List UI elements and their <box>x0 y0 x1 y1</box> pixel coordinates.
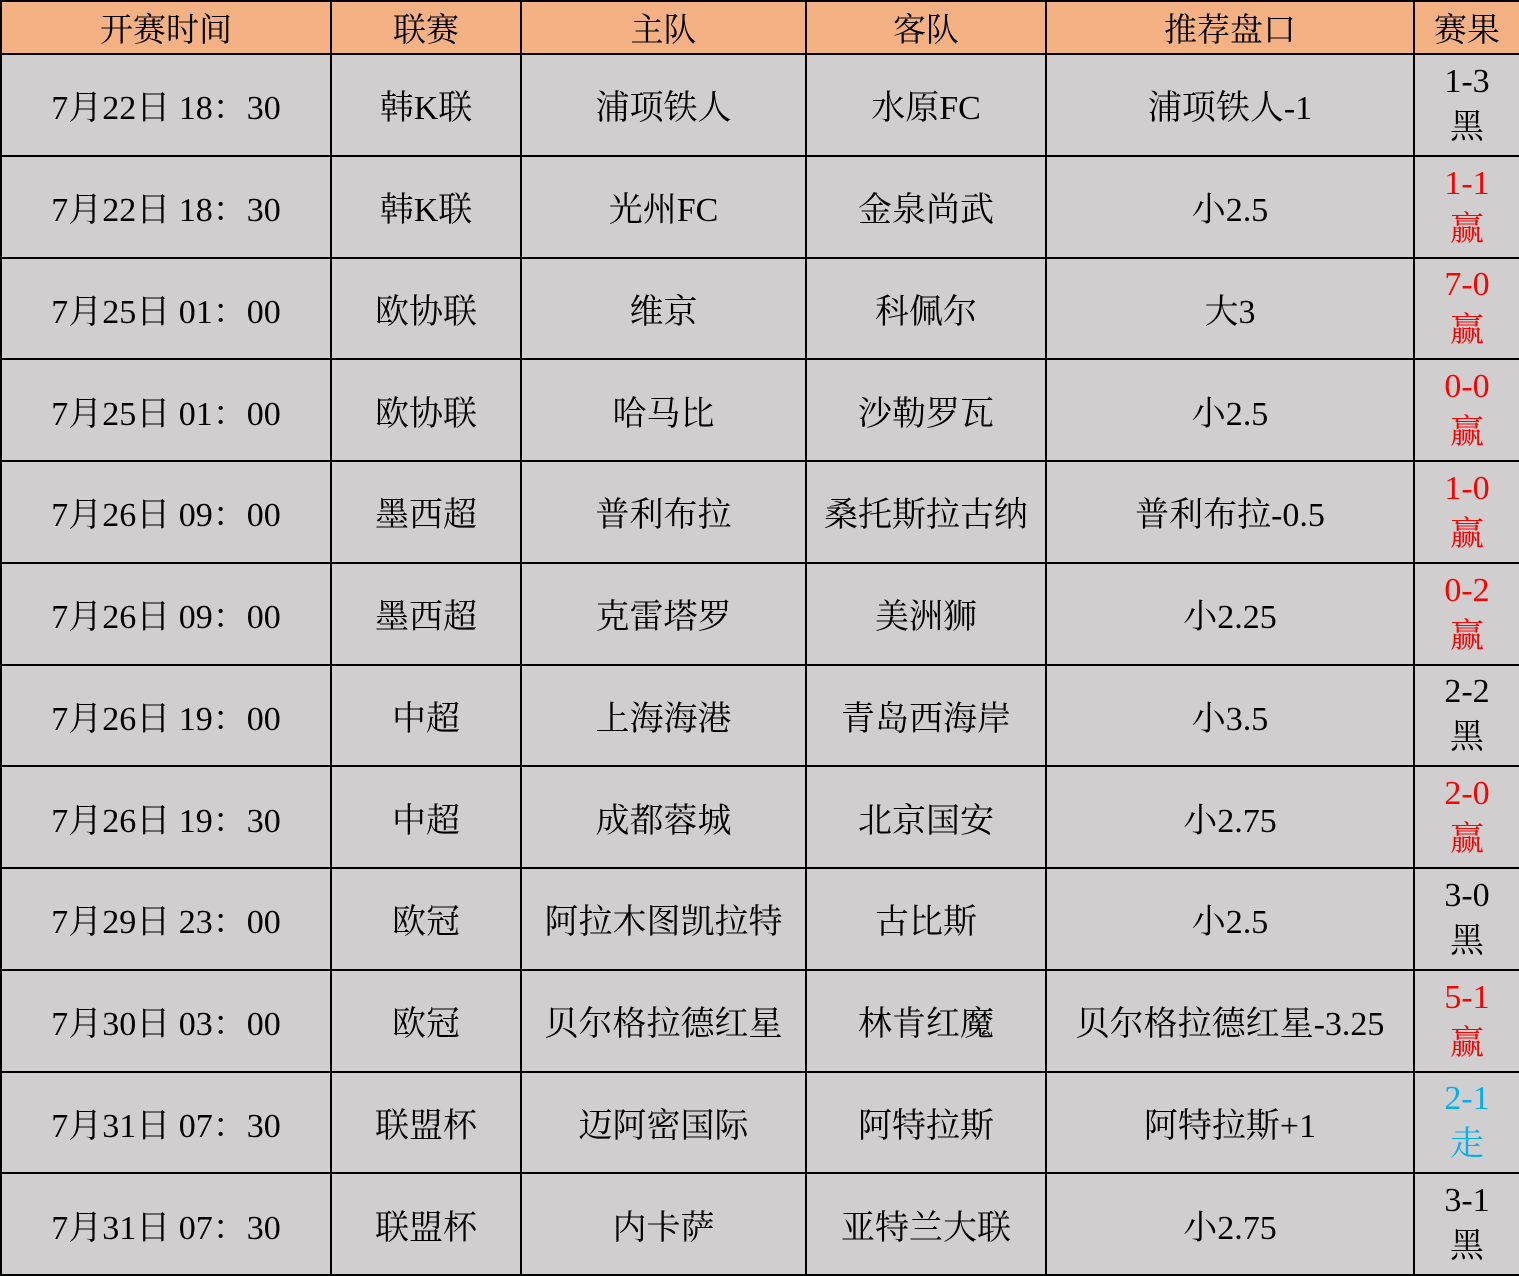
column-header-time: 开赛时间 <box>1 1 331 54</box>
cell-home-team: 维京 <box>521 258 806 360</box>
cell-handicap: 小2.5 <box>1046 359 1414 461</box>
result-outcome: 黑 <box>1450 108 1484 146</box>
cell-league: 欧冠 <box>331 868 521 970</box>
cell-handicap: 小3.5 <box>1046 665 1414 767</box>
cell-handicap: 阿特拉斯+1 <box>1046 1072 1414 1174</box>
cell-result <box>1414 258 1519 360</box>
cell-home-team: 浦项铁人 <box>521 54 806 156</box>
table-row <box>1 766 1519 868</box>
cell-time: 7月22日 18：30 <box>1 156 331 258</box>
result-outcome: 赢 <box>1450 1024 1484 1062</box>
table-row <box>1 868 1519 970</box>
cell-result <box>1414 665 1519 767</box>
cell-time: 7月31日 07：30 <box>1 1173 331 1275</box>
result-score: 2-2 <box>1444 673 1490 711</box>
result-outcome: 赢 <box>1450 515 1484 553</box>
cell-time: 7月30日 03：00 <box>1 970 331 1072</box>
result-score: 2-0 <box>1444 775 1490 813</box>
table-header <box>1 1 1519 54</box>
column-header-result: 赛果 <box>1414 1 1519 54</box>
cell-league: 欧协联 <box>331 258 521 360</box>
table-row <box>1 258 1519 360</box>
result-outcome: 赢 <box>1450 312 1484 350</box>
header-row <box>1 1 1519 54</box>
cell-result <box>1414 1173 1519 1275</box>
cell-handicap: 普利布拉-0.5 <box>1046 461 1414 563</box>
cell-away-team: 沙勒罗瓦 <box>806 359 1046 461</box>
cell-home-team: 贝尔格拉德红星 <box>521 970 806 1072</box>
cell-time: 7月26日 19：00 <box>1 665 331 767</box>
column-header-home: 主队 <box>521 1 806 54</box>
cell-away-team: 阿特拉斯 <box>806 1072 1046 1174</box>
cell-league: 联盟杯 <box>331 1173 521 1275</box>
result-score: 2-1 <box>1444 1080 1490 1118</box>
cell-league: 联盟杯 <box>331 1072 521 1174</box>
cell-home-team: 阿拉木图凯拉特 <box>521 868 806 970</box>
cell-result <box>1414 970 1519 1072</box>
cell-result <box>1414 461 1519 563</box>
cell-away-team: 金泉尚武 <box>806 156 1046 258</box>
cell-away-team: 古比斯 <box>806 868 1046 970</box>
result-score: 1-3 <box>1444 62 1490 100</box>
table-row <box>1 359 1519 461</box>
cell-league: 韩K联 <box>331 156 521 258</box>
cell-time: 7月31日 07：30 <box>1 1072 331 1174</box>
result-outcome: 赢 <box>1450 821 1484 859</box>
column-header-league: 联赛 <box>331 1 521 54</box>
cell-league: 欧协联 <box>331 359 521 461</box>
cell-away-team: 亚特兰大联 <box>806 1173 1046 1275</box>
cell-league: 韩K联 <box>331 54 521 156</box>
cell-away-team: 科佩尔 <box>806 258 1046 360</box>
cell-league: 欧冠 <box>331 970 521 1072</box>
cell-league: 中超 <box>331 766 521 868</box>
result-outcome: 赢 <box>1450 210 1484 248</box>
cell-time: 7月26日 09：00 <box>1 563 331 665</box>
result-score: 1-1 <box>1444 164 1490 202</box>
table-row <box>1 54 1519 156</box>
cell-home-team: 哈马比 <box>521 359 806 461</box>
cell-handicap: 小2.5 <box>1046 868 1414 970</box>
table-row <box>1 156 1519 258</box>
cell-league: 墨西超 <box>331 461 521 563</box>
cell-away-team: 青岛西海岸 <box>806 665 1046 767</box>
cell-handicap: 小2.75 <box>1046 1173 1414 1275</box>
cell-result <box>1414 359 1519 461</box>
result-outcome: 赢 <box>1450 414 1484 452</box>
result-score: 3-0 <box>1444 876 1490 914</box>
cell-handicap: 小2.25 <box>1046 563 1414 665</box>
cell-away-team: 水原FC <box>806 54 1046 156</box>
cell-handicap: 贝尔格拉德红星-3.25 <box>1046 970 1414 1072</box>
table-row <box>1 665 1519 767</box>
cell-away-team: 北京国安 <box>806 766 1046 868</box>
cell-league: 墨西超 <box>331 563 521 665</box>
result-outcome: 黑 <box>1450 922 1484 960</box>
cell-result <box>1414 563 1519 665</box>
result-score: 0-0 <box>1444 368 1490 406</box>
result-score: 0-2 <box>1444 571 1490 609</box>
cell-away-team: 美洲狮 <box>806 563 1046 665</box>
cell-time: 7月25日 01：00 <box>1 359 331 461</box>
cell-home-team: 普利布拉 <box>521 461 806 563</box>
cell-home-team: 上海海港 <box>521 665 806 767</box>
result-score: 7-0 <box>1444 266 1490 304</box>
cell-time: 7月26日 09：00 <box>1 461 331 563</box>
cell-handicap: 小2.5 <box>1046 156 1414 258</box>
column-header-handicap: 推荐盘口 <box>1046 1 1414 54</box>
result-outcome: 走 <box>1450 1126 1484 1164</box>
cell-result <box>1414 1072 1519 1174</box>
cell-time: 7月25日 01：00 <box>1 258 331 360</box>
cell-home-team: 内卡萨 <box>521 1173 806 1275</box>
table-row <box>1 563 1519 665</box>
cell-result <box>1414 156 1519 258</box>
cell-result <box>1414 766 1519 868</box>
cell-handicap: 小2.75 <box>1046 766 1414 868</box>
cell-league: 中超 <box>331 665 521 767</box>
cell-home-team: 成都蓉城 <box>521 766 806 868</box>
cell-handicap: 大3 <box>1046 258 1414 360</box>
cell-result <box>1414 54 1519 156</box>
table-row <box>1 1173 1519 1275</box>
table-body <box>1 54 1519 1275</box>
cell-time: 7月26日 19：30 <box>1 766 331 868</box>
result-outcome: 赢 <box>1450 617 1484 655</box>
cell-time: 7月22日 18：30 <box>1 54 331 156</box>
table-row <box>1 461 1519 563</box>
result-outcome: 黑 <box>1450 1228 1484 1266</box>
table-row <box>1 970 1519 1072</box>
cell-away-team: 林肯红魔 <box>806 970 1046 1072</box>
cell-result <box>1414 868 1519 970</box>
cell-handicap: 浦项铁人-1 <box>1046 54 1414 156</box>
result-outcome: 黑 <box>1450 719 1484 757</box>
cell-home-team: 迈阿密国际 <box>521 1072 806 1174</box>
column-header-away: 客队 <box>806 1 1046 54</box>
cell-time: 7月29日 23：00 <box>1 868 331 970</box>
result-score: 3-1 <box>1444 1182 1490 1220</box>
result-score: 5-1 <box>1444 978 1490 1016</box>
cell-away-team: 桑托斯拉古纳 <box>806 461 1046 563</box>
result-score: 1-0 <box>1444 469 1490 507</box>
cell-home-team: 光州FC <box>521 156 806 258</box>
table-row <box>1 1072 1519 1174</box>
cell-home-team: 克雷塔罗 <box>521 563 806 665</box>
